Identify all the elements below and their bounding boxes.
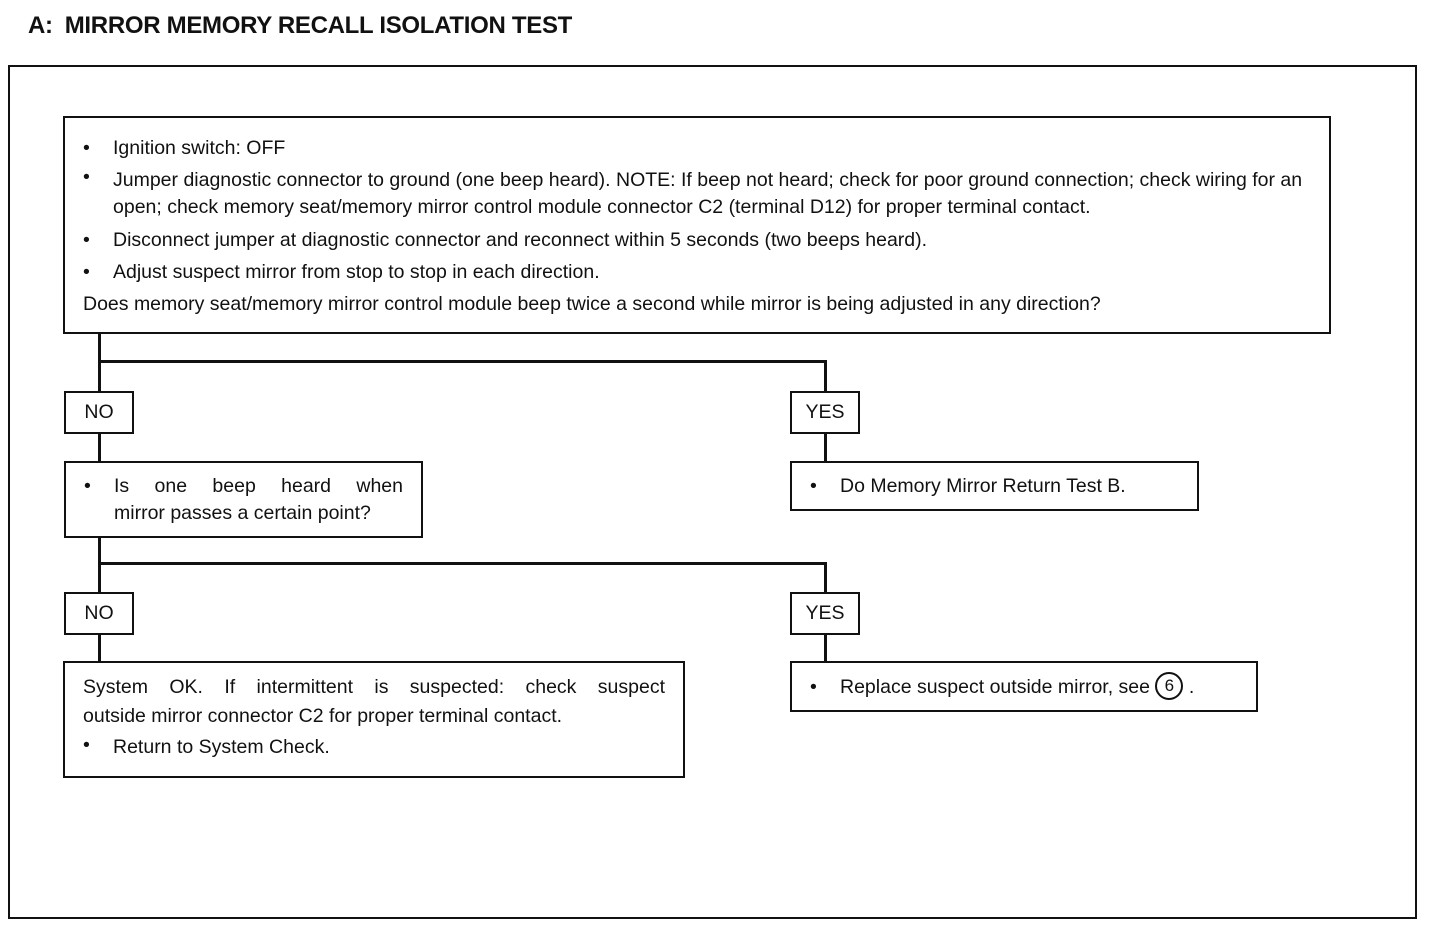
replace-mirror-box xyxy=(790,661,1258,712)
top-step-box xyxy=(63,116,1331,334)
connector-line xyxy=(98,538,101,593)
connector-line xyxy=(98,635,101,662)
replace-mirror-suffix: . xyxy=(1188,676,1195,698)
step-adjust-mirror: • Adjust suspect mirror from stop to stop in each direction. xyxy=(65,256,1329,288)
return-test-box xyxy=(790,461,1199,511)
system-ok-box xyxy=(63,661,685,778)
connector-line xyxy=(824,635,827,662)
connector-line xyxy=(98,360,827,363)
replace-mirror-step xyxy=(792,671,1256,703)
system-ok-line1: System OK. If intermittent is suspected: check suspect xyxy=(83,676,665,698)
connector-line xyxy=(98,562,827,565)
top-question: Does memory seat/memory mirror control module beep twice a second while mirror is being adjusted in any direction? xyxy=(83,293,1101,315)
connector-line xyxy=(98,434,101,462)
connector-line xyxy=(824,434,827,462)
system-ok-line2: outside mirror connector C2 for proper terminal contact. xyxy=(83,705,563,727)
step-ignition-off: • Ignition switch: OFF xyxy=(65,132,1329,164)
title-text: MIRROR MEMORY RECALL ISOLATION TEST xyxy=(64,12,573,39)
connector-line xyxy=(824,360,827,391)
step-disconnect-jumper: • Disconnect jumper at diagnostic connector and reconnect within 5 seconds (two beeps heard). xyxy=(65,224,1329,256)
no-label-2: NO xyxy=(64,592,134,635)
step-jumper-connector: • Jumper diagnostic connector to ground (one beep heard). NOTE: If beep not heard; check for poor ground connection; check wiring for an open; check memory seat/memory mirror control module connector C2 (terminal D12) for proper terminal contact. xyxy=(65,164,1329,224)
page-title xyxy=(28,12,572,40)
yes-label-2: YES xyxy=(790,592,860,635)
beep-question-box xyxy=(64,461,423,538)
no-label-1: NO xyxy=(64,391,134,434)
reference-number-6: 6 xyxy=(1155,672,1183,700)
beep-question-line1: • Is one beep heard when xyxy=(66,473,403,500)
return-test-text: • Do Memory Mirror Return Test B. xyxy=(792,470,1197,502)
title-prefix: A: xyxy=(28,12,53,39)
return-system-check: • Return to System Check. xyxy=(65,731,665,762)
yes-label-1: YES xyxy=(790,391,860,434)
replace-mirror-text: Replace suspect outside mirror, see xyxy=(840,676,1150,698)
beep-question-line2: mirror passes a certain point? xyxy=(114,502,371,524)
connector-line xyxy=(824,562,827,593)
